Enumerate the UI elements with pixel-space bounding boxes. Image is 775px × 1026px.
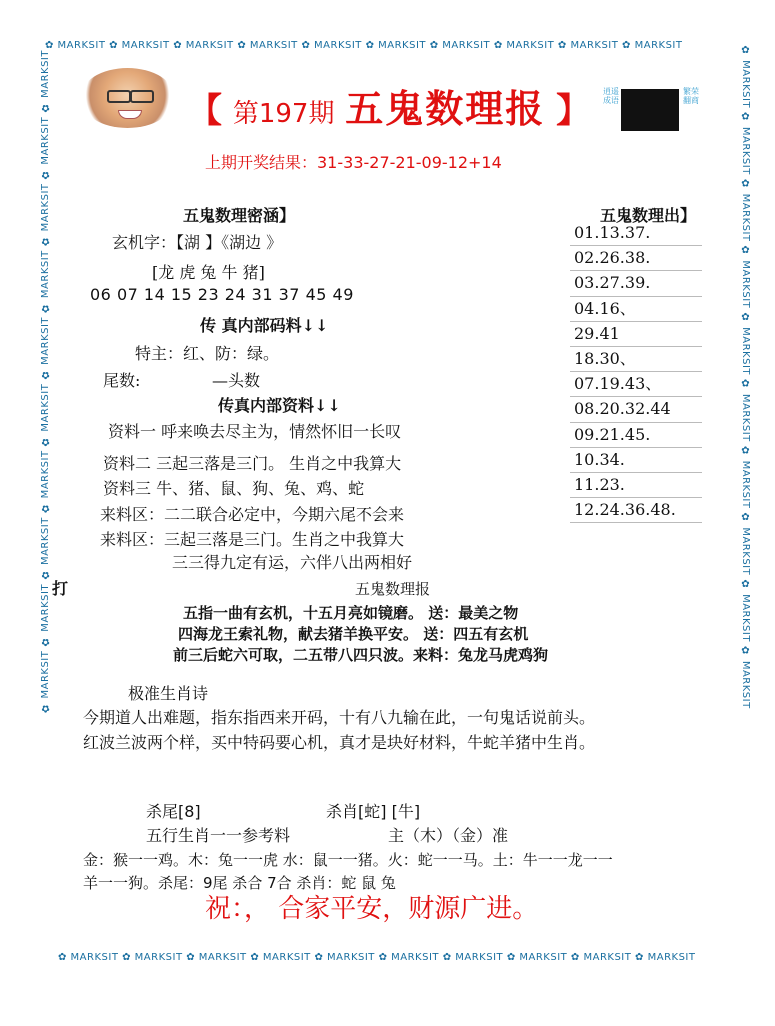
smile (118, 110, 142, 119)
incoming-2: 来料区：三起三落是三门。生肖之中我算大 (100, 530, 405, 549)
five-elements-line-2: 羊一一狗。杀尾：9尾 杀合 7合 杀肖：蛇 鼠 兔 (83, 874, 396, 892)
poem-line-2: 四海龙王索礼物，献去猪羊换平安。 送：四五有玄机 (178, 625, 529, 643)
list-item: 01.13.37. (570, 221, 702, 246)
blessing-signature: 祝：， 合家平安，财源广进。 (205, 894, 539, 924)
portrait-image (80, 68, 175, 128)
special-main: 特主：红、防：绿。 (135, 344, 280, 363)
right-number-list (570, 221, 702, 523)
poem-line-1: 五指一曲有玄机，十五月亮如镜磨。 送：最美之物 (183, 604, 519, 622)
title-bracket-open: 【 (188, 91, 222, 131)
material-2: 资料二 三起三落是三门。 生肖之中我算大 (103, 454, 402, 473)
last-draw-result: 上期开奖结果：31-33-27-21-09-12+14 (205, 153, 502, 172)
incoming-1: 来料区：二二联合必定中，今期六尾不会来 (100, 505, 405, 524)
poem-line-3: 前三后蛇六可取，二五带八四只波。来料：兔龙马虎鸡狗 (173, 646, 549, 664)
left-border-strip (40, 50, 54, 970)
right-border-strip (740, 45, 754, 970)
list-item: 10.34. (570, 448, 702, 473)
number-list: 06 07 14 15 23 24 31 37 45 49 (90, 285, 354, 304)
material-1: 资料一 呼来唤去尽主为，情然怀旧一长叹 (108, 422, 402, 441)
zodiac-poem-title: 极准生肖诗 (128, 684, 209, 703)
qr-side-text-left: 逍遥成语 (603, 87, 619, 105)
title-bracket-close: 】 (556, 91, 591, 131)
bottom-border-strip (58, 952, 748, 966)
paper-name: 五鬼数理报 (345, 86, 546, 131)
tail-label: 尾数: (103, 371, 141, 390)
list-item: 29.41 (570, 322, 702, 347)
issue-number: 第197期 (232, 99, 335, 129)
mystery-word: 玄机字：【湖 】《湖边 》 (112, 233, 283, 252)
kill-zodiac: 杀肖[蛇] [牛] (326, 802, 421, 821)
glasses-lens-right (130, 90, 154, 103)
kill-tail: 杀尾[8] (146, 802, 201, 821)
fax-heading-2: 传真内部资料↓↓ (218, 396, 341, 415)
list-item: 04.16、 (570, 297, 702, 322)
right-section-title: 五鬼数理出】 (600, 206, 697, 225)
main-elements: 主（木）（金）准 (388, 826, 509, 845)
list-item: 07.19.43、 (570, 372, 702, 397)
animal-group: [龙 虎 兔 牛 猪] (152, 263, 265, 282)
list-item: 12.24.36.48. (570, 498, 702, 523)
list-item: 03.27.39. (570, 271, 702, 296)
list-item: 18.30、 (570, 347, 702, 372)
qr-side-text-right: 繁荣翻商 (683, 87, 699, 105)
border-text: ✿ MARKSIT ✿ MARKSIT ✿ MARKSIT ✿ MARKSIT ✿ MARKSIT ✿ MARKSIT ✿ MARKSIT ✿ MARKSIT ✿ MARKSIT ✿ MARKSIT (45, 40, 683, 51)
material-3: 资料三 牛、猪、鼠、狗、兔、鸡、蛇 (103, 479, 365, 498)
top-border-strip (45, 40, 745, 54)
left-section-title: 五鬼数理密涵】 (183, 206, 296, 225)
incoming-3: 三三得九定有运，六伴八出两相好 (172, 553, 413, 572)
fax-heading-1: 传 真内部码料↓↓ (200, 316, 329, 335)
qr-code-image (621, 89, 679, 131)
da-mark: 打 (52, 579, 69, 598)
middle-title: 五鬼数理报 (355, 580, 431, 598)
zodiac-poem-line-1: 今期道人出难题，指东指西来开码，十有八九输在此，一句鬼话说前头。 (83, 708, 596, 727)
list-item: 11.23. (570, 473, 702, 498)
five-elements-title: 五行生肖一一参考料 (146, 826, 291, 845)
list-item: 02.26.38. (570, 246, 702, 271)
page-title (188, 78, 590, 133)
glasses-lens-left (107, 90, 131, 103)
qr-code-block (603, 87, 698, 133)
list-item: 08.20.32.44 (570, 397, 702, 422)
border-text: ✿ MARKSIT ✿ MARKSIT ✿ MARKSIT ✿ MARKSIT ✿ MARKSIT ✿ MARKSIT ✿ MARKSIT ✿ MARKSIT ✿ MARKSIT ✿ MARKSIT (40, 50, 51, 714)
zodiac-poem-line-2: 红波兰波两个样，买中特码要心机，真才是块好材料，牛蛇羊猪中生肖。 (83, 733, 596, 752)
five-elements-line-1: 金：猴一一鸡。木：兔一一虎 水：鼠一一猪。火：蛇一一马。土：牛一一龙一一 (83, 851, 613, 869)
border-text: ✿ MARKSIT ✿ MARKSIT ✿ MARKSIT ✿ MARKSIT ✿ MARKSIT ✿ MARKSIT ✿ MARKSIT ✿ MARKSIT ✿ MARKSIT ✿ MARKSIT (740, 45, 751, 709)
list-item: 09.21.45. (570, 423, 702, 448)
tail-value: —头数 (212, 371, 261, 390)
border-text: ✿ MARKSIT ✿ MARKSIT ✿ MARKSIT ✿ MARKSIT ✿ MARKSIT ✿ MARKSIT ✿ MARKSIT ✿ MARKSIT ✿ MARKSIT ✿ MARKSIT (58, 952, 696, 963)
